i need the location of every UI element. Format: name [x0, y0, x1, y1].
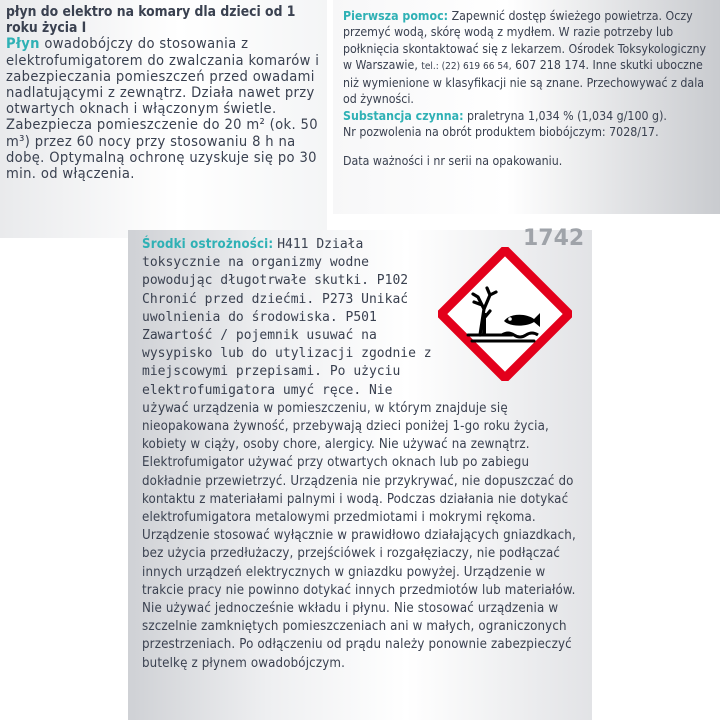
ghs09-environment-hazard-icon [438, 247, 572, 381]
product-body: owadobójczy do stosowania z elektrofumigatorem do zwalczania komarów i zabezpieczania pomieszczeń przed owadami nadlatującymi z zewnątrz. Działa nawet przy otwartych oknach i włączonym świetle. Zabezpiecza pomieszczenie do 20 m² (ok. 50 m³) przez 60 nocy przy stosowaniu 8 h na dobę. Optymalną ochronę uzyskuje się po 30 min. od włączenia. [6, 35, 320, 183]
phone-number-2: 607 218 174. [515, 57, 590, 72]
first-aid-section [343, 8, 710, 140]
product-description [6, 4, 321, 182]
expiry-text: Data ważności i nr serii na opakowaniu. [343, 154, 563, 169]
precautions-body: urządzenia w pomieszczeniu, w którym znajduje się nieopakowana żywność, przebywają dzieci poniżej 1-go roku życia, kobiety w ciąży, osoby chore, alergicy. Nie używać na zewnątrz. Elektrofumigator używać przy otwartych oknach lub po zabiegu dokładnie przewietrzyć. Urządzenia nie przykrywać, nie dopuszczać do kontaktu z materiałami palnymi i wodą. Podczas działania nie dotykać elektrofumigatora metalowymi przedmiotami i mokrymi rękoma. Urządzenie stosować wyłącznie w prawidłowo działających gniazdkach, bez użycia przedłużaczy, przejściówek i rozgałęziaczy, nie podłączać innych urządzeń elektrycznych w gniazdku powyżej. Urządzenie w trakcie pracy nie powinno dotykać innych przedmiotów lub materiałów. Nie używać jednocześnie wkładu i płynu. Nie stosować urządzenia w szczelnie zamkniętych pomieszczeniach ani w małych, ograniczonych przestrzeniach. Po odłączeniu od prądu należy ponownie zabezpieczyć butelkę z płynem owadobójczym. [142, 400, 576, 671]
first-aid-tail: Inne skutki uboczne niż wymienione w klasyfikacji nie są znane. Przechowywać z dala od żywności. [343, 57, 705, 107]
phone-label: tel.: (22) 619 66 54, [421, 60, 512, 72]
product-heading: płyn do elektro na komary dla dzieci od 1 roku życia I [6, 4, 296, 37]
product-code: 1742 [523, 226, 585, 251]
first-aid-label: Pierwsza pomoc: [343, 9, 449, 23]
substance-text: praletryna 1,034 % (1,034 g/100 g). [467, 108, 667, 123]
first-aid-text: Zapewnić dostęp świeżego powietrza. Oczy przemyć wodą, skórę wodą z mydłem. W razie potrzeby lub połknięcia skontaktować się z lekarzem. Ośrodek Toksykologiczny w Warszawie, [343, 9, 707, 72]
precautions-statements: H411 Działa toksycznie na organizmy wodne powodując długotrwałe skutki. P102 Chronić przed dziećmi. P273 Unikać uwolnienia do środowiska. P501 Zawartość / pojemnik usuwać na wysypisko lub do utylizacji zgodnie z miejscowymi przepisami. Po użyciu elektrofumigatora umyć ręce. Nie używać [142, 237, 432, 416]
first-aid-panel [333, 0, 720, 214]
product-description-panel [0, 0, 327, 238]
precautions-label: Środki ostrożności: [142, 237, 274, 252]
product-lead-word: Płyn [6, 35, 40, 53]
substance-label: Substancja czynna: [343, 108, 464, 123]
permit-text: Nr pozwolenia na obrót produktem biobójczym: 7028/17. [343, 125, 659, 140]
